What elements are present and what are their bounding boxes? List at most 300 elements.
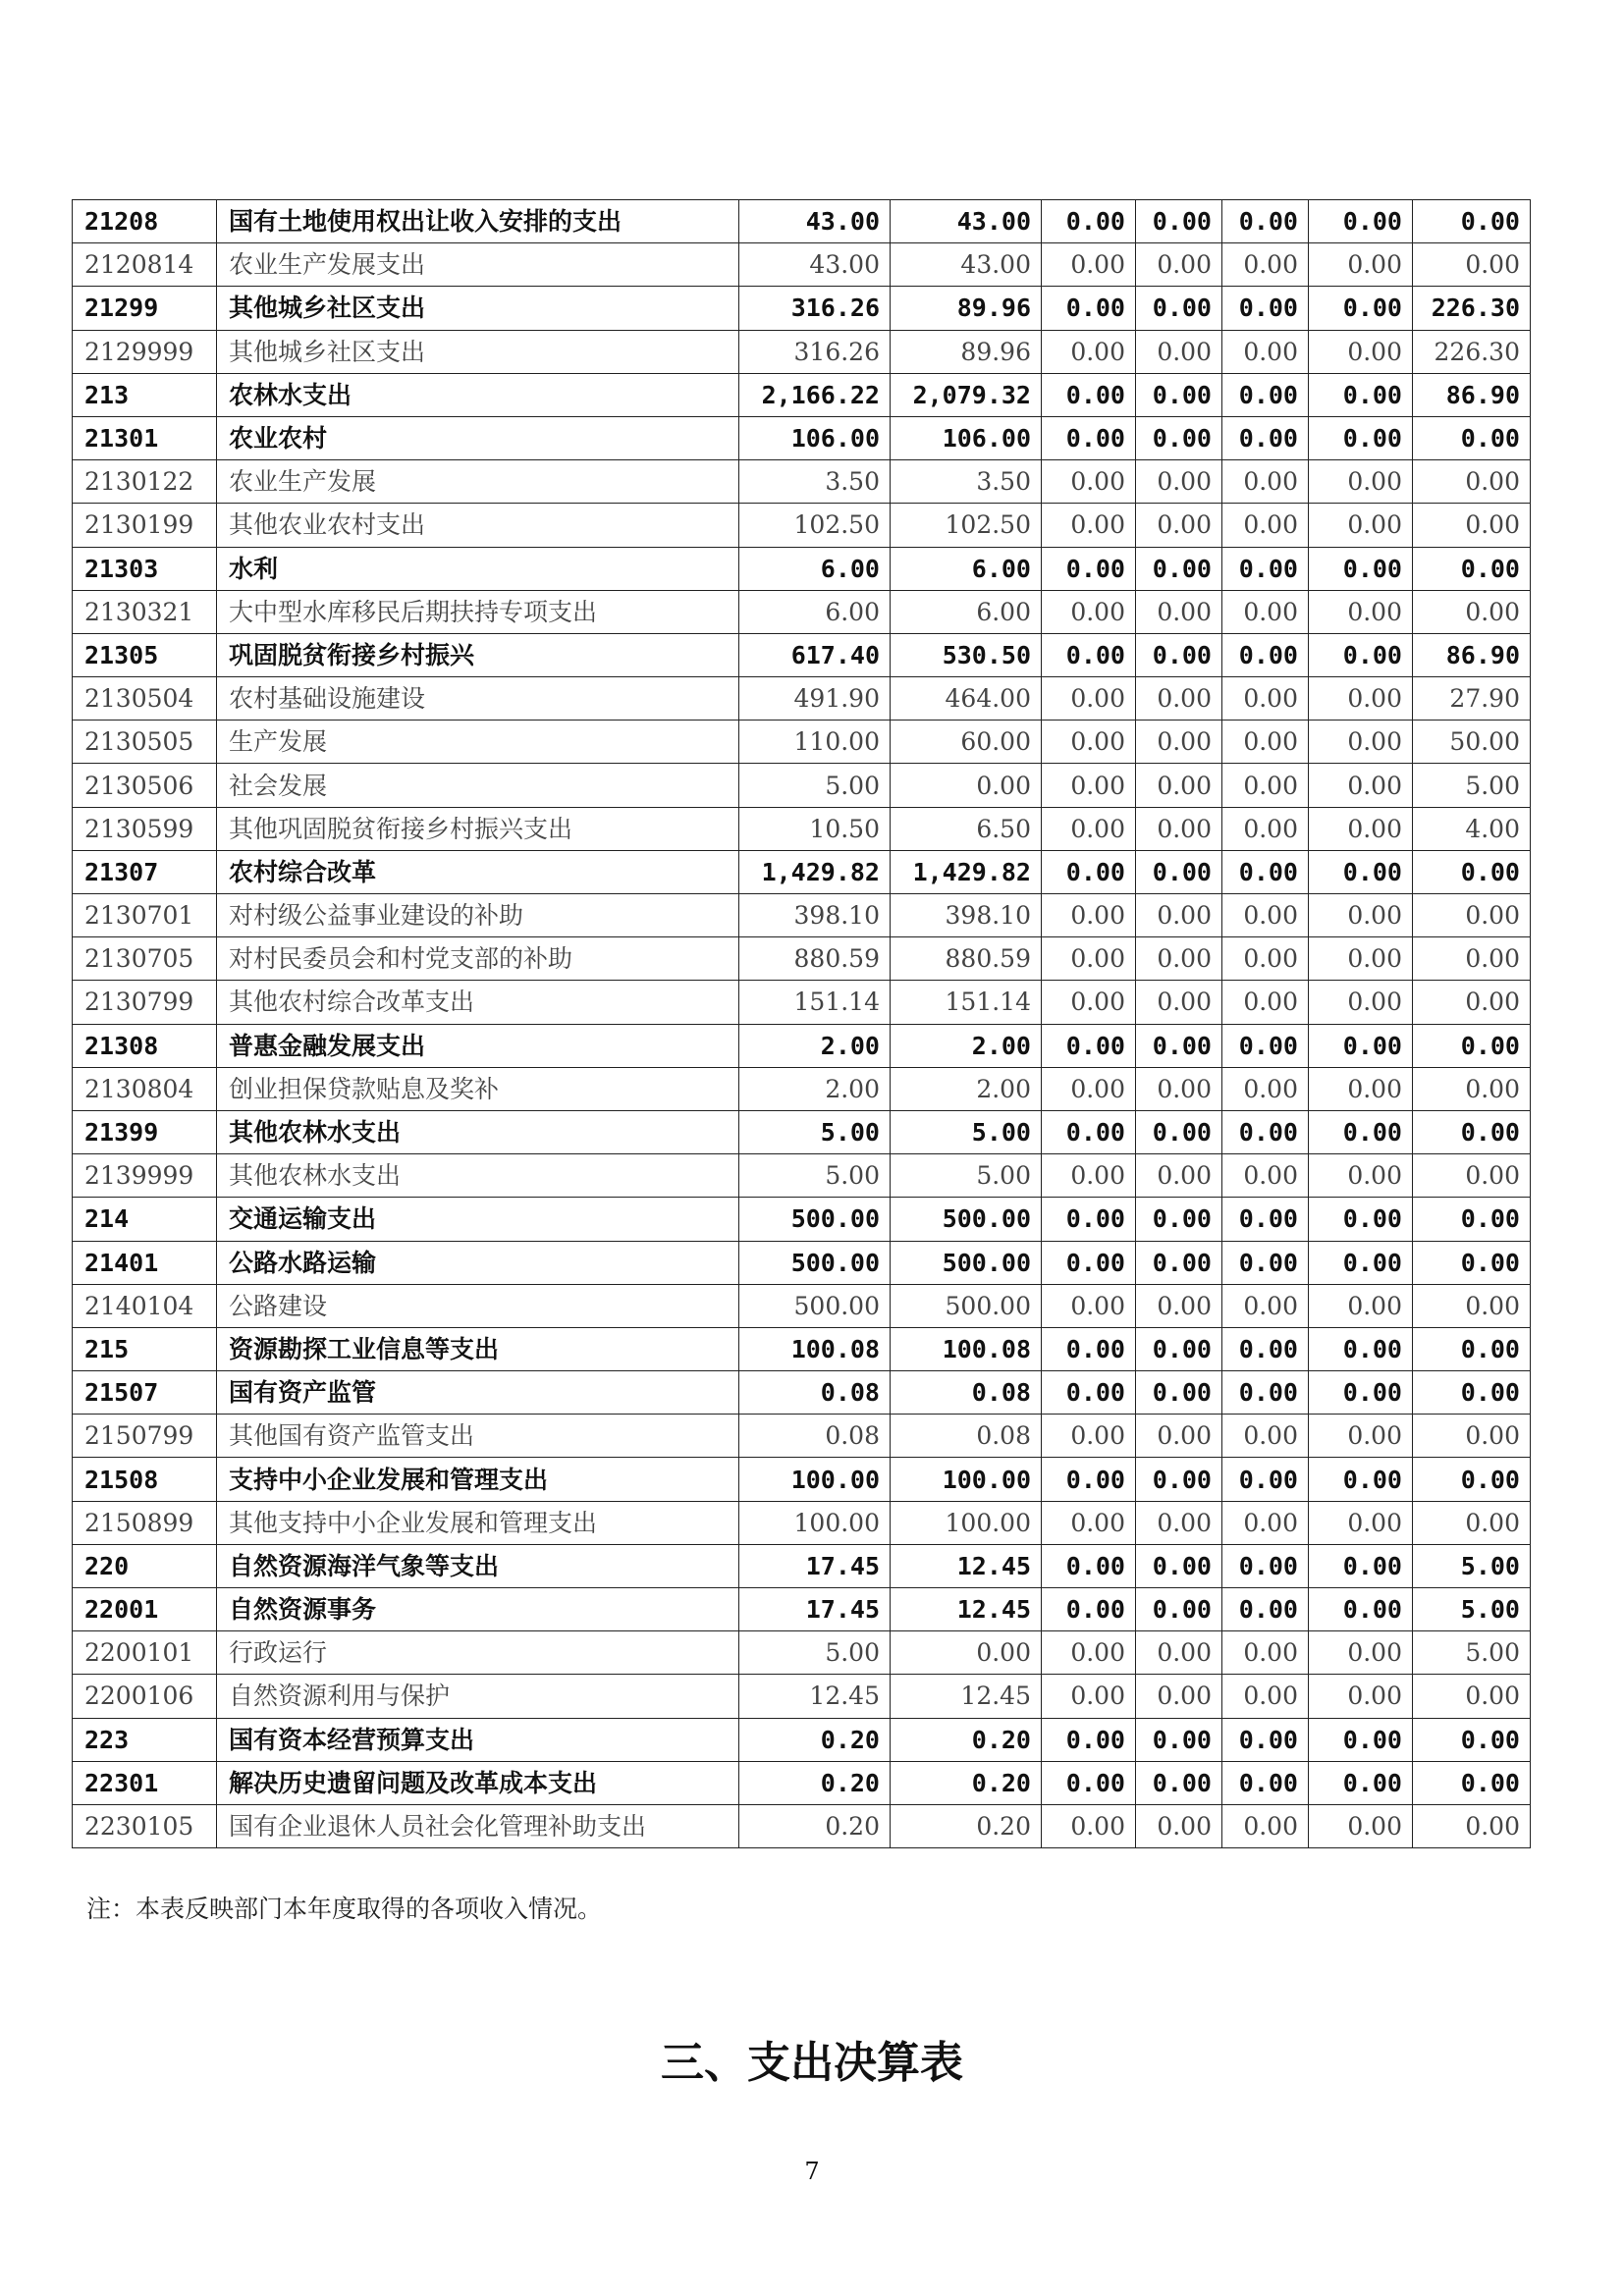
- row-value-cell: 0.00: [1309, 200, 1413, 243]
- row-value-cell: 0.00: [1136, 1544, 1222, 1587]
- row-value-cell: 6.00: [739, 547, 891, 590]
- row-value-cell: 1,429.82: [739, 850, 891, 893]
- table-row: [73, 460, 1531, 504]
- row-value-cell: 0.00: [1309, 287, 1413, 330]
- row-name-cell: 大中型水库移民后期扶持专项支出: [217, 590, 739, 633]
- row-code-cell: 21308: [73, 1024, 217, 1067]
- row-value-cell: 0.00: [1309, 1241, 1413, 1284]
- table-row: [73, 981, 1531, 1024]
- row-value-cell: 0.00: [1309, 1284, 1413, 1327]
- row-value-cell: 106.00: [739, 416, 891, 459]
- row-value-cell: 0.00: [1136, 677, 1222, 721]
- row-code-cell: 21399: [73, 1110, 217, 1153]
- row-value-cell: 0.00: [1309, 1458, 1413, 1501]
- row-value-cell: 0.00: [1042, 764, 1136, 807]
- row-value-cell: 0.00: [1042, 894, 1136, 937]
- row-value-cell: 89.96: [891, 330, 1042, 373]
- table-row: [73, 1415, 1531, 1458]
- row-code-cell: 2130199: [73, 504, 217, 547]
- row-name-cell: 资源勘探工业信息等支出: [217, 1327, 739, 1370]
- row-value-cell: 100.00: [739, 1458, 891, 1501]
- row-value-cell: 0.00: [1042, 677, 1136, 721]
- row-name-cell: 其他支持中小企业发展和管理支出: [217, 1501, 739, 1544]
- row-value-cell: 0.00: [1136, 1415, 1222, 1458]
- row-value-cell: 226.30: [1413, 330, 1531, 373]
- table-row: [73, 894, 1531, 937]
- row-name-cell: 国有资产监管: [217, 1371, 739, 1415]
- row-value-cell: 0.20: [739, 1761, 891, 1804]
- row-value-cell: 0.00: [1413, 1718, 1531, 1761]
- table-row: [73, 1631, 1531, 1675]
- row-value-cell: 0.00: [1136, 330, 1222, 373]
- row-value-cell: 0.00: [1309, 460, 1413, 504]
- row-value-cell: 617.40: [739, 633, 891, 676]
- row-value-cell: 0.00: [1042, 1458, 1136, 1501]
- row-value-cell: 0.00: [1309, 633, 1413, 676]
- row-value-cell: 43.00: [891, 243, 1042, 287]
- row-value-cell: 0.00: [1413, 1761, 1531, 1804]
- row-value-cell: 0.00: [1042, 1718, 1136, 1761]
- row-value-cell: 0.00: [1413, 1284, 1531, 1327]
- row-code-cell: 2130505: [73, 721, 217, 764]
- row-value-cell: 0.00: [1042, 504, 1136, 547]
- row-value-cell: 0.00: [1042, 1631, 1136, 1675]
- table-note: 注：本表反映部门本年度取得的各项收入情况。: [86, 1895, 603, 1923]
- row-value-cell: 0.00: [1136, 590, 1222, 633]
- table-row: [73, 764, 1531, 807]
- row-value-cell: 0.00: [1222, 460, 1309, 504]
- row-value-cell: 0.00: [1136, 1675, 1222, 1718]
- row-code-cell: 2120814: [73, 243, 217, 287]
- row-value-cell: 100.00: [891, 1501, 1042, 1544]
- row-value-cell: 10.50: [739, 807, 891, 850]
- row-value-cell: 398.10: [739, 894, 891, 937]
- row-value-cell: 89.96: [891, 287, 1042, 330]
- row-value-cell: 27.90: [1413, 677, 1531, 721]
- row-value-cell: 0.00: [1222, 1067, 1309, 1110]
- row-value-cell: 5.00: [1413, 1631, 1531, 1675]
- row-value-cell: 0.00: [1136, 1067, 1222, 1110]
- row-value-cell: 151.14: [891, 981, 1042, 1024]
- row-value-cell: 0.00: [1136, 1458, 1222, 1501]
- table-row: [73, 547, 1531, 590]
- row-value-cell: 3.50: [739, 460, 891, 504]
- table-row: [73, 330, 1531, 373]
- row-value-cell: 0.00: [1413, 1110, 1531, 1153]
- row-name-cell: 农业生产发展: [217, 460, 739, 504]
- row-value-cell: 0.00: [1042, 1154, 1136, 1198]
- row-code-cell: 223: [73, 1718, 217, 1761]
- row-code-cell: 22301: [73, 1761, 217, 1804]
- row-value-cell: 1,429.82: [891, 850, 1042, 893]
- row-value-cell: 0.00: [1222, 894, 1309, 937]
- row-value-cell: 0.00: [1309, 1544, 1413, 1587]
- row-value-cell: 0.00: [1309, 590, 1413, 633]
- row-value-cell: 0.20: [739, 1718, 891, 1761]
- row-code-cell: 21208: [73, 200, 217, 243]
- table-row: [73, 1067, 1531, 1110]
- table-row: [73, 1458, 1531, 1501]
- table-row: [73, 373, 1531, 416]
- table-row: [73, 1675, 1531, 1718]
- row-value-cell: 12.45: [739, 1675, 891, 1718]
- row-code-cell: 22001: [73, 1588, 217, 1631]
- row-value-cell: 0.00: [1309, 1761, 1413, 1804]
- row-code-cell: 2130705: [73, 937, 217, 981]
- row-value-cell: 0.00: [1309, 981, 1413, 1024]
- row-value-cell: 500.00: [739, 1241, 891, 1284]
- table-row: [73, 1718, 1531, 1761]
- row-value-cell: 0.00: [1413, 894, 1531, 937]
- row-value-cell: 500.00: [891, 1241, 1042, 1284]
- row-value-cell: 0.00: [1042, 850, 1136, 893]
- row-value-cell: 0.00: [1309, 1154, 1413, 1198]
- row-value-cell: 530.50: [891, 633, 1042, 676]
- row-value-cell: 2,079.32: [891, 373, 1042, 416]
- row-value-cell: 102.50: [891, 504, 1042, 547]
- row-value-cell: 0.00: [1042, 937, 1136, 981]
- table-row: [73, 1501, 1531, 1544]
- row-value-cell: 464.00: [891, 677, 1042, 721]
- row-value-cell: 0.00: [1136, 633, 1222, 676]
- row-value-cell: 0.00: [1042, 243, 1136, 287]
- row-value-cell: 4.00: [1413, 807, 1531, 850]
- row-value-cell: 0.00: [1222, 1284, 1309, 1327]
- row-name-cell: 国有资本经营预算支出: [217, 1718, 739, 1761]
- row-name-cell: 公路水路运输: [217, 1241, 739, 1284]
- row-value-cell: 0.00: [1222, 330, 1309, 373]
- row-code-cell: 2130506: [73, 764, 217, 807]
- row-value-cell: 5.00: [739, 764, 891, 807]
- row-code-cell: 21303: [73, 547, 217, 590]
- row-value-cell: 0.00: [1222, 1544, 1309, 1587]
- row-code-cell: 21508: [73, 1458, 217, 1501]
- row-value-cell: 43.00: [891, 200, 1042, 243]
- row-value-cell: 316.26: [739, 287, 891, 330]
- row-value-cell: 0.00: [1042, 807, 1136, 850]
- row-value-cell: 0.00: [1309, 1024, 1413, 1067]
- row-value-cell: 0.00: [1413, 416, 1531, 459]
- row-value-cell: 100.00: [739, 1501, 891, 1544]
- row-value-cell: 0.00: [1136, 1501, 1222, 1544]
- row-value-cell: 0.00: [1222, 1631, 1309, 1675]
- row-value-cell: 0.00: [1136, 1761, 1222, 1804]
- row-value-cell: 0.00: [1413, 850, 1531, 893]
- row-value-cell: 6.50: [891, 807, 1042, 850]
- table-row: [73, 850, 1531, 893]
- row-value-cell: 2.00: [891, 1024, 1042, 1067]
- row-value-cell: 0.00: [1222, 1675, 1309, 1718]
- row-name-cell: 支持中小企业发展和管理支出: [217, 1458, 739, 1501]
- row-value-cell: 0.00: [1222, 633, 1309, 676]
- row-value-cell: 102.50: [739, 504, 891, 547]
- row-value-cell: 0.00: [1222, 1110, 1309, 1153]
- row-name-cell: 其他城乡社区支出: [217, 287, 739, 330]
- row-value-cell: 0.00: [1136, 243, 1222, 287]
- row-value-cell: 0.00: [1042, 590, 1136, 633]
- row-value-cell: 0.00: [1042, 633, 1136, 676]
- table-row: [73, 677, 1531, 721]
- row-value-cell: 0.00: [1042, 1284, 1136, 1327]
- row-value-cell: 17.45: [739, 1544, 891, 1587]
- table-row: [73, 287, 1531, 330]
- row-name-cell: 对村级公益事业建设的补助: [217, 894, 739, 937]
- row-value-cell: 0.00: [1309, 243, 1413, 287]
- row-code-cell: 2130504: [73, 677, 217, 721]
- table-row: [73, 633, 1531, 676]
- row-value-cell: 0.00: [1222, 547, 1309, 590]
- row-code-cell: 21507: [73, 1371, 217, 1415]
- row-value-cell: 0.00: [1042, 1198, 1136, 1241]
- row-value-cell: 0.00: [1309, 1588, 1413, 1631]
- page-number: 7: [804, 2158, 820, 2185]
- row-value-cell: 0.00: [1042, 1501, 1136, 1544]
- row-value-cell: 12.45: [891, 1675, 1042, 1718]
- row-value-cell: 0.00: [1136, 460, 1222, 504]
- row-value-cell: 12.45: [891, 1544, 1042, 1587]
- row-code-cell: 21401: [73, 1241, 217, 1284]
- row-code-cell: 2130321: [73, 590, 217, 633]
- table-row: [73, 590, 1531, 633]
- row-value-cell: 0.00: [1042, 1371, 1136, 1415]
- row-value-cell: 0.20: [891, 1718, 1042, 1761]
- row-name-cell: 其他国有资产监管支出: [217, 1415, 739, 1458]
- row-value-cell: 0.00: [1042, 200, 1136, 243]
- row-value-cell: 0.00: [1136, 1718, 1222, 1761]
- row-value-cell: 0.00: [1042, 460, 1136, 504]
- row-value-cell: 0.00: [1309, 416, 1413, 459]
- row-value-cell: 500.00: [739, 1198, 891, 1241]
- row-value-cell: 0.00: [1136, 721, 1222, 764]
- row-name-cell: 其他农村综合改革支出: [217, 981, 739, 1024]
- row-value-cell: 0.00: [1222, 1241, 1309, 1284]
- row-value-cell: 0.00: [1413, 937, 1531, 981]
- row-value-cell: 0.00: [1413, 460, 1531, 504]
- row-value-cell: 2.00: [891, 1067, 1042, 1110]
- row-value-cell: 0.00: [1042, 1544, 1136, 1587]
- row-value-cell: 0.00: [1042, 1804, 1136, 1847]
- row-value-cell: 0.00: [1042, 1675, 1136, 1718]
- row-code-cell: 2130799: [73, 981, 217, 1024]
- row-name-cell: 农业生产发展支出: [217, 243, 739, 287]
- row-code-cell: 2130804: [73, 1067, 217, 1110]
- row-value-cell: 0.00: [1309, 1067, 1413, 1110]
- row-value-cell: 0.00: [1042, 416, 1136, 459]
- row-name-cell: 交通运输支出: [217, 1198, 739, 1241]
- row-value-cell: 2,166.22: [739, 373, 891, 416]
- table-row: [73, 1588, 1531, 1631]
- row-value-cell: 0.00: [1413, 1067, 1531, 1110]
- row-value-cell: 0.00: [1042, 373, 1136, 416]
- row-value-cell: 60.00: [891, 721, 1042, 764]
- row-value-cell: 0.00: [1413, 1371, 1531, 1415]
- row-code-cell: 214: [73, 1198, 217, 1241]
- row-value-cell: 0.00: [1413, 1501, 1531, 1544]
- row-value-cell: 0.08: [891, 1371, 1042, 1415]
- row-value-cell: 0.20: [891, 1804, 1042, 1847]
- row-value-cell: 0.00: [1136, 547, 1222, 590]
- row-name-cell: 自然资源利用与保护: [217, 1675, 739, 1718]
- row-value-cell: 100.08: [891, 1327, 1042, 1370]
- row-name-cell: 行政运行: [217, 1631, 739, 1675]
- row-value-cell: 0.00: [1042, 1327, 1136, 1370]
- table-row: [73, 721, 1531, 764]
- row-code-cell: 2129999: [73, 330, 217, 373]
- row-value-cell: 0.00: [1222, 416, 1309, 459]
- row-value-cell: 880.59: [739, 937, 891, 981]
- row-code-cell: 2200101: [73, 1631, 217, 1675]
- row-value-cell: 100.08: [739, 1327, 891, 1370]
- row-value-cell: 398.10: [891, 894, 1042, 937]
- row-value-cell: 0.00: [1042, 1761, 1136, 1804]
- row-value-cell: 0.00: [1222, 243, 1309, 287]
- row-value-cell: 110.00: [739, 721, 891, 764]
- row-value-cell: 0.00: [1309, 1327, 1413, 1370]
- row-value-cell: 0.00: [1136, 1588, 1222, 1631]
- row-name-cell: 农村综合改革: [217, 850, 739, 893]
- row-code-cell: 2130701: [73, 894, 217, 937]
- row-value-cell: 0.00: [1309, 547, 1413, 590]
- row-name-cell: 水利: [217, 547, 739, 590]
- row-value-cell: 0.00: [1309, 764, 1413, 807]
- section-title: 三、支出决算表: [661, 2038, 963, 2088]
- row-value-cell: 0.00: [1136, 1631, 1222, 1675]
- row-value-cell: 0.00: [1309, 1718, 1413, 1761]
- row-value-cell: 0.00: [1222, 1761, 1309, 1804]
- table-row: [73, 1544, 1531, 1587]
- row-value-cell: 0.00: [1222, 1501, 1309, 1544]
- row-value-cell: 0.00: [1222, 200, 1309, 243]
- table-row: [73, 1327, 1531, 1370]
- row-value-cell: 0.00: [1222, 1588, 1309, 1631]
- row-value-cell: 0.00: [1309, 850, 1413, 893]
- row-value-cell: 0.00: [1136, 807, 1222, 850]
- table-row: [73, 1284, 1531, 1327]
- row-value-cell: 0.00: [1136, 1024, 1222, 1067]
- row-name-cell: 生产发展: [217, 721, 739, 764]
- row-value-cell: 0.00: [1222, 504, 1309, 547]
- row-value-cell: 0.00: [1042, 287, 1136, 330]
- row-value-cell: 0.08: [739, 1415, 891, 1458]
- row-name-cell: 其他城乡社区支出: [217, 330, 739, 373]
- row-code-cell: 2140104: [73, 1284, 217, 1327]
- row-value-cell: 0.00: [1136, 764, 1222, 807]
- row-code-cell: 2200106: [73, 1675, 217, 1718]
- row-name-cell: 其他农林水支出: [217, 1154, 739, 1198]
- row-value-cell: 0.00: [1042, 1067, 1136, 1110]
- row-value-cell: 0.00: [1222, 937, 1309, 981]
- row-code-cell: 2150899: [73, 1501, 217, 1544]
- row-value-cell: 0.00: [1413, 1327, 1531, 1370]
- row-name-cell: 其他农林水支出: [217, 1110, 739, 1153]
- row-name-cell: 自然资源海洋气象等支出: [217, 1544, 739, 1587]
- row-value-cell: 0.00: [1309, 1631, 1413, 1675]
- row-value-cell: 0.00: [1222, 1415, 1309, 1458]
- table-row: [73, 1154, 1531, 1198]
- row-value-cell: 0.00: [1413, 547, 1531, 590]
- table-row: [73, 1241, 1531, 1284]
- table-body: [73, 200, 1531, 1848]
- row-value-cell: 0.00: [1309, 1501, 1413, 1544]
- row-value-cell: 0.00: [1136, 937, 1222, 981]
- row-value-cell: 0.00: [1042, 1415, 1136, 1458]
- row-value-cell: 0.00: [1413, 504, 1531, 547]
- row-value-cell: 0.00: [1309, 1804, 1413, 1847]
- row-value-cell: 0.00: [1042, 1024, 1136, 1067]
- row-value-cell: 106.00: [891, 416, 1042, 459]
- row-value-cell: 0.00: [1042, 1241, 1136, 1284]
- row-value-cell: 43.00: [739, 243, 891, 287]
- row-name-cell: 社会发展: [217, 764, 739, 807]
- row-value-cell: 6.00: [891, 590, 1042, 633]
- row-name-cell: 创业担保贷款贴息及奖补: [217, 1067, 739, 1110]
- table-row: [73, 200, 1531, 243]
- row-value-cell: 0.00: [1042, 1110, 1136, 1153]
- row-value-cell: 5.00: [1413, 1588, 1531, 1631]
- table-row: [73, 504, 1531, 547]
- row-value-cell: 5.00: [891, 1154, 1042, 1198]
- row-name-cell: 农林水支出: [217, 373, 739, 416]
- row-value-cell: 0.00: [1222, 373, 1309, 416]
- row-value-cell: 12.45: [891, 1588, 1042, 1631]
- row-value-cell: 6.00: [739, 590, 891, 633]
- row-value-cell: 0.00: [1222, 1804, 1309, 1847]
- row-value-cell: 0.00: [1309, 1415, 1413, 1458]
- row-name-cell: 公路建设: [217, 1284, 739, 1327]
- row-value-cell: 0.00: [1136, 373, 1222, 416]
- row-value-cell: 0.00: [1222, 1371, 1309, 1415]
- row-code-cell: 21299: [73, 287, 217, 330]
- row-value-cell: 0.00: [1222, 1154, 1309, 1198]
- row-value-cell: 0.00: [1309, 937, 1413, 981]
- row-value-cell: 0.00: [1413, 1675, 1531, 1718]
- row-value-cell: 0.00: [1413, 1241, 1531, 1284]
- row-value-cell: 880.59: [891, 937, 1042, 981]
- row-value-cell: 500.00: [891, 1284, 1042, 1327]
- row-code-cell: 2130122: [73, 460, 217, 504]
- row-code-cell: 21307: [73, 850, 217, 893]
- table-row: [73, 1371, 1531, 1415]
- row-value-cell: 2.00: [739, 1067, 891, 1110]
- row-value-cell: 0.00: [1222, 287, 1309, 330]
- row-value-cell: 5.00: [1413, 764, 1531, 807]
- row-value-cell: 0.00: [1042, 1588, 1136, 1631]
- row-value-cell: 0.00: [1413, 981, 1531, 1024]
- row-value-cell: 17.45: [739, 1588, 891, 1631]
- table-row: [73, 1110, 1531, 1153]
- income-table: [72, 199, 1531, 1848]
- row-code-cell: 21301: [73, 416, 217, 459]
- row-value-cell: 0.00: [1222, 1024, 1309, 1067]
- row-code-cell: 2230105: [73, 1804, 217, 1847]
- row-value-cell: 0.00: [1136, 287, 1222, 330]
- row-value-cell: 0.00: [1309, 807, 1413, 850]
- row-name-cell: 巩固脱贫衔接乡村振兴: [217, 633, 739, 676]
- row-name-cell: 农村基础设施建设: [217, 677, 739, 721]
- row-value-cell: 0.00: [1309, 1198, 1413, 1241]
- table-row: [73, 416, 1531, 459]
- row-value-cell: 151.14: [739, 981, 891, 1024]
- row-value-cell: 0.00: [1136, 1110, 1222, 1153]
- row-name-cell: 其他农业农村支出: [217, 504, 739, 547]
- row-value-cell: 0.00: [1042, 330, 1136, 373]
- table-row: [73, 1198, 1531, 1241]
- row-code-cell: 2150799: [73, 1415, 217, 1458]
- row-code-cell: 213: [73, 373, 217, 416]
- row-value-cell: 0.00: [1222, 1718, 1309, 1761]
- row-value-cell: 0.00: [1413, 200, 1531, 243]
- row-value-cell: 86.90: [1413, 633, 1531, 676]
